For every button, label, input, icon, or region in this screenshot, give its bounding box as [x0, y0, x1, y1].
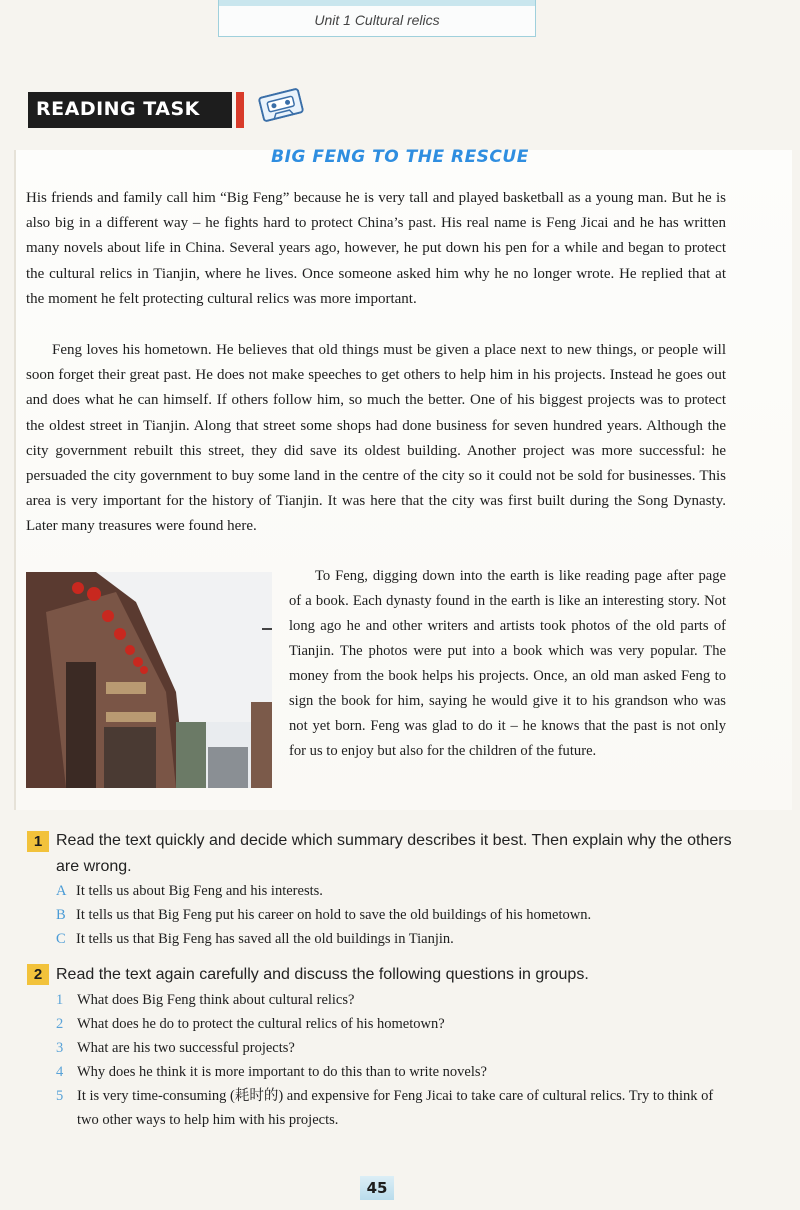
task-2-number: 2	[27, 964, 49, 985]
question-text: What are his two successful projects?	[77, 1040, 295, 1056]
option-text: It tells us that Big Feng put his career on hold to save the old buildings of his hometown.	[76, 907, 592, 923]
task-2-question-5	[56, 1084, 737, 1132]
option-text: It tells us about Big Feng and his interests.	[76, 883, 323, 899]
question-number: 3	[56, 1040, 64, 1056]
task-2-question-3	[56, 1036, 737, 1060]
article-paragraph-1: His friends and family call him “Big Feng” because he is very tall and played basketball as a young man. But he is also big in a different way – he fights hard to protect China’s past. His real name is Feng Jicai and he has written many novels about life in China. Several years ago, however, he put down his pen for a while and began to protect the cultural relics in Tianjin, where he lives. Once someone asked him why he no longer wrote. He replied that at the moment he felt protecting cultural relics was more important.	[26, 190, 726, 307]
task-1-number: 1	[27, 831, 49, 852]
question-number: 1	[56, 992, 64, 1008]
task-2-question-4	[56, 1060, 737, 1084]
question-text: Why does he think it is more important to do this than to write novels?	[77, 1064, 487, 1080]
option-label: B	[56, 907, 66, 923]
tianjin-street-photo	[26, 572, 272, 788]
task-1-prompt: Read the text quickly and decide which summary describes it best. Then explain why the others are wrong.	[56, 832, 732, 875]
task-1-option-c	[56, 928, 746, 950]
cassette-icon	[257, 87, 304, 122]
question-number: 4	[56, 1064, 64, 1080]
option-text: It tells us that Big Feng has saved all the old buildings in Tianjin.	[76, 931, 454, 947]
unit-title: Unit 1 Cultural relics	[314, 12, 440, 28]
option-label: A	[56, 883, 67, 899]
task-2-question-2	[56, 1012, 737, 1036]
article-title: BIG FENG TO THE RESCUE	[271, 147, 529, 167]
task-1-option-a	[56, 880, 746, 902]
option-label: C	[56, 931, 66, 947]
reading-task-badge	[28, 92, 232, 128]
decorative-dash	[262, 628, 272, 630]
header-bar	[219, 0, 535, 6]
task-2-prompt: Read the text again carefully and discuss the following questions in groups.	[56, 966, 589, 983]
question-number: 2	[56, 1016, 64, 1032]
unit-header	[218, 0, 536, 37]
question-text: It is very time-consuming (耗时的) and expensive for Feng Jicai to take care of cultural relics. Try to think of two other ways to help him with his projects.	[77, 1088, 714, 1128]
article-paragraph-2: Feng loves his hometown. He believes that old things must be given a place next to new things, or people will soon forget their great past. He does not make speeches to get others to help him in his projects. Instead he goes out and does what he can himself. If others follow him, so much the better. One of his biggest projects was to protect the oldest street in Tianjin. Along that street some shops had done business for seven hundred years. Although the city government rebuilt this street, they did save its oldest building. Another project was more successful: he persuaded the city government to buy some land in the centre of the city so it could not be sold for businesses. This area is very important for the history of Tianjin. It was here that the city was first built during the Song Dynasty. Later many treasures were found here.	[26, 342, 726, 535]
reading-task-label: READING TASK	[36, 98, 200, 120]
article-paragraph-3: To Feng, digging down into the earth is like reading page after page of a book. Each dynasty found in the earth is like an interesting story. Not long ago he and other writers and artists took photos of the old parts of Tianjin. The photos were put into a book which was very popular. The money from the book helps his projects. Once, an old man asked Feng to sign the book for him, saying he would give it to his grandson who was not yet born. Feng was glad to do it – he knows that the past is not only for us to enjoy but also for the children of the future.	[289, 568, 726, 759]
question-number: 5	[56, 1088, 64, 1104]
question-text: What does he do to protect the cultural relics of his hometown?	[77, 1016, 445, 1032]
task-2-question-1	[56, 988, 737, 1012]
task-1-option-b	[56, 904, 746, 926]
badge-accent	[236, 92, 244, 128]
question-text: What does Big Feng think about cultural relics?	[77, 992, 355, 1008]
page-number: 45	[360, 1176, 394, 1200]
